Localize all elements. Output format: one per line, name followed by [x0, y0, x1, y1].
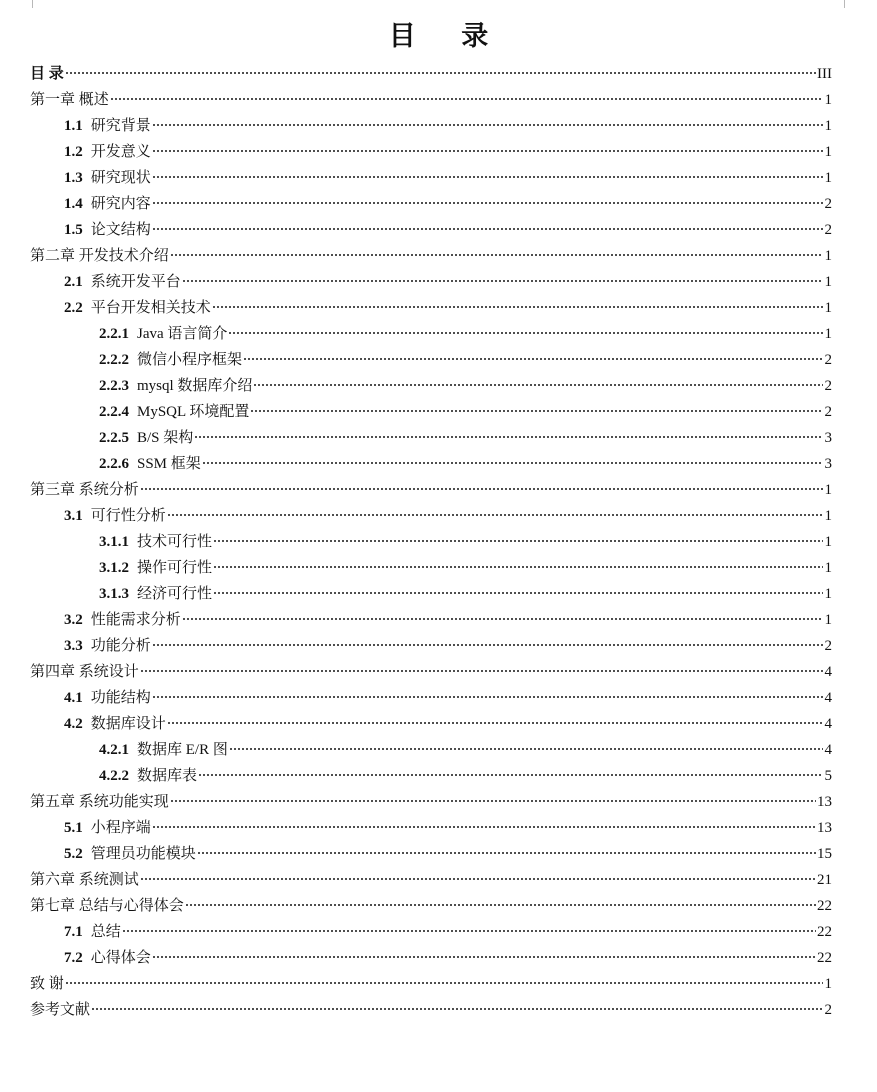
toc-dot-leader	[110, 98, 823, 100]
toc-entry-label: Java 语言简介	[137, 326, 228, 342]
toc-entry[interactable]	[30, 711, 832, 737]
toc-dot-leader	[243, 358, 823, 360]
toc-entry-label: 目 录	[30, 66, 64, 82]
toc-entry[interactable]	[30, 737, 832, 763]
toc-entry-label: 第三章 系统分析	[30, 482, 139, 498]
toc-entry-label: 功能结构	[90, 690, 151, 706]
toc-entry[interactable]	[30, 971, 832, 997]
toc-dot-leader	[182, 280, 823, 282]
toc-page-number: 2	[824, 196, 832, 212]
toc-page-number: 13	[817, 794, 832, 810]
toc-dot-leader	[152, 124, 823, 126]
toc-page-number: 2	[824, 638, 832, 654]
toc-entry[interactable]	[30, 243, 832, 269]
toc-entry-label: 心得体会	[90, 950, 151, 966]
toc-entry-label: 技术可行性	[137, 534, 213, 550]
toc-dot-leader	[91, 1008, 823, 1010]
toc-entry-number: 2.1	[64, 274, 83, 290]
toc-entry-label: 数据库设计	[90, 716, 166, 732]
toc-dot-leader	[140, 670, 823, 672]
toc-page-number: 2	[824, 378, 832, 394]
toc-dot-leader	[194, 436, 823, 438]
toc-entry[interactable]	[30, 477, 832, 503]
toc-page-number: 13	[817, 820, 832, 836]
toc-entry-label: 性能需求分析	[90, 612, 181, 628]
toc-entry-number: 2.2.5	[99, 430, 129, 446]
toc-entry-number: 3.3	[64, 638, 83, 654]
toc-dot-leader	[182, 618, 823, 620]
toc-entry[interactable]	[30, 165, 832, 191]
toc-entry-label: 第七章 总结与心得体会	[30, 898, 184, 914]
toc-entry-label: 致 谢	[30, 976, 64, 992]
toc-entry-label: 研究背景	[90, 118, 151, 134]
toc-entry[interactable]	[30, 607, 832, 633]
toc-entry-number: 4.1	[64, 690, 83, 706]
toc-page-number: 3	[824, 430, 832, 446]
toc-entry-number: 3.2	[64, 612, 83, 628]
toc-entry[interactable]	[30, 841, 832, 867]
toc-dot-leader	[198, 774, 823, 776]
toc-entry[interactable]	[30, 321, 832, 347]
toc-page-number: III	[817, 66, 832, 82]
toc-entry[interactable]	[30, 347, 832, 373]
toc-dot-leader	[152, 202, 823, 204]
toc-entry[interactable]	[30, 425, 832, 451]
toc-dot-leader	[152, 228, 823, 230]
toc-dot-leader	[65, 982, 823, 984]
toc-page-number: 21	[817, 872, 832, 888]
toc-entry-label: 微信小程序框架	[137, 352, 243, 368]
toc-page-number: 5	[824, 768, 832, 784]
toc-page-number: 1	[824, 118, 832, 134]
toc-dot-leader	[185, 904, 816, 906]
toc-page-number: 1	[824, 170, 832, 186]
toc-dot-leader	[122, 930, 816, 932]
toc-page-number: 1	[824, 300, 832, 316]
toc-dot-leader	[152, 696, 823, 698]
toc-entry-number: 7.2	[64, 950, 83, 966]
toc-entry-number: 1.2	[64, 144, 83, 160]
toc-entry-number: 1.4	[64, 196, 83, 212]
toc-dot-leader	[65, 72, 816, 74]
toc-page-number: 1	[824, 248, 832, 264]
page-corner-mark-right	[844, 0, 853, 8]
toc-entry[interactable]	[30, 61, 832, 87]
toc-entry-label: 第二章 开发技术介绍	[30, 248, 169, 264]
page-title: 目 录	[388, 21, 507, 52]
toc-entry[interactable]	[30, 269, 832, 295]
toc-dot-leader	[152, 826, 816, 828]
toc-entry[interactable]	[30, 763, 832, 789]
toc-dot-leader	[197, 852, 816, 854]
toc-dot-leader	[140, 878, 816, 880]
toc-entry-number: 3.1.1	[99, 534, 129, 550]
toc-dot-leader	[212, 306, 823, 308]
toc-entry-label: 开发意义	[90, 144, 151, 160]
toc-entry-label: 系统开发平台	[90, 274, 181, 290]
toc-page-number: 2	[824, 222, 832, 238]
toc-entry[interactable]	[30, 997, 832, 1023]
toc-dot-leader	[229, 748, 823, 750]
toc-entry-number: 3.1.3	[99, 586, 129, 602]
toc-entry-label: SSM 框架	[137, 456, 201, 472]
toc-page-number: 1	[824, 482, 832, 498]
toc-page-number: 1	[824, 92, 832, 108]
toc-entry-number: 4.2.2	[99, 768, 129, 784]
toc-entry-number: 4.2.1	[99, 742, 129, 758]
toc-entry[interactable]	[30, 555, 832, 581]
toc-entry-label: 第六章 系统测试	[30, 872, 139, 888]
toc-entry[interactable]	[30, 659, 832, 685]
toc-entry-label: 数据库表	[137, 768, 198, 784]
toc-entry-number: 1.5	[64, 222, 83, 238]
toc-entry[interactable]	[30, 139, 832, 165]
toc-entry-number: 7.1	[64, 924, 83, 940]
toc-dot-leader	[202, 462, 823, 464]
toc-dot-leader	[167, 514, 823, 516]
toc-page-number: 4	[824, 716, 832, 732]
toc-dot-leader	[170, 800, 816, 802]
toc-page-number: 1	[824, 508, 832, 524]
toc-entry-number: 2.2.3	[99, 378, 129, 394]
toc-entry[interactable]	[30, 867, 832, 893]
toc-entry[interactable]	[30, 633, 832, 659]
toc-entry-label: 第一章 概述	[30, 92, 109, 108]
toc-dot-leader	[170, 254, 823, 256]
toc-page-number: 1	[824, 274, 832, 290]
toc-page-number: 1	[824, 534, 832, 550]
toc-entry[interactable]	[30, 529, 832, 555]
toc-dot-leader	[152, 150, 823, 152]
toc-entry-number: 4.2	[64, 716, 83, 732]
toc-dot-leader	[213, 540, 823, 542]
toc-entry[interactable]	[30, 503, 832, 529]
toc-dot-leader	[152, 176, 823, 178]
toc-entry-number: 5.1	[64, 820, 83, 836]
toc-entry-number: 3.1.2	[99, 560, 129, 576]
toc-dot-leader	[213, 592, 823, 594]
toc-entry-label: 经济可行性	[137, 586, 213, 602]
toc-page-number: 22	[817, 924, 832, 940]
toc-entry[interactable]	[30, 399, 832, 425]
toc-entry-number: 1.3	[64, 170, 83, 186]
toc-entry-label: MySQL 环境配置	[137, 404, 250, 420]
toc-entry[interactable]	[30, 893, 832, 919]
toc-dot-leader	[152, 956, 816, 958]
toc-entry-label: 研究内容	[90, 196, 151, 212]
toc-entry-label: 研究现状	[90, 170, 151, 186]
toc-entry-label: 可行性分析	[90, 508, 166, 524]
toc-page-number: 2	[824, 404, 832, 420]
table-of-contents	[30, 61, 832, 1023]
toc-entry[interactable]	[30, 191, 832, 217]
toc-page-number: 4	[824, 664, 832, 680]
toc-entry-label: 小程序端	[90, 820, 151, 836]
toc-entry[interactable]	[30, 581, 832, 607]
toc-page-number: 4	[824, 742, 832, 758]
toc-entry[interactable]	[30, 789, 832, 815]
toc-entry[interactable]	[30, 87, 832, 113]
toc-dot-leader	[140, 488, 823, 490]
toc-entry-label: 数据库 E/R 图	[137, 742, 228, 758]
toc-entry-label: 参考文献	[30, 1002, 91, 1018]
toc-entry-number: 2.2.2	[99, 352, 129, 368]
toc-page-number: 15	[817, 846, 832, 862]
toc-entry[interactable]	[30, 295, 832, 321]
toc-page-number: 1	[824, 326, 832, 342]
toc-entry[interactable]	[30, 451, 832, 477]
toc-page-number: 2	[824, 1002, 832, 1018]
toc-entry-label: 总结	[90, 924, 121, 940]
toc-entry-label: 功能分析	[90, 638, 151, 654]
toc-page-number: 22	[817, 898, 832, 914]
toc-entry-label: 第五章 系统功能实现	[30, 794, 169, 810]
toc-entry-label: 第四章 系统设计	[30, 664, 139, 680]
toc-page-number: 22	[817, 950, 832, 966]
toc-entry[interactable]	[30, 373, 832, 399]
toc-entry[interactable]	[30, 217, 832, 243]
toc-page-number: 1	[824, 976, 832, 992]
toc-entry-number: 2.2	[64, 300, 83, 316]
toc-entry-number: 2.2.1	[99, 326, 129, 342]
toc-dot-leader	[152, 644, 823, 646]
toc-entry[interactable]	[30, 945, 832, 971]
toc-page-number: 1	[824, 560, 832, 576]
toc-page-number: 3	[824, 456, 832, 472]
page-corner-mark-left	[24, 0, 33, 8]
toc-entry-number: 3.1	[64, 508, 83, 524]
toc-entry-label: B/S 架构	[137, 430, 194, 446]
toc-entry-label: 操作可行性	[137, 560, 213, 576]
toc-entry-number: 2.2.4	[99, 404, 129, 420]
toc-dot-leader	[253, 384, 823, 386]
toc-dot-leader	[250, 410, 823, 412]
toc-entry-number: 1.1	[64, 118, 83, 134]
toc-page-number: 1	[824, 144, 832, 160]
toc-entry[interactable]	[30, 919, 832, 945]
toc-page-number: 4	[824, 690, 832, 706]
toc-page-number: 1	[824, 586, 832, 602]
toc-entry[interactable]	[30, 113, 832, 139]
toc-entry-number: 2.2.6	[99, 456, 129, 472]
toc-dot-leader	[167, 722, 823, 724]
toc-entry-label: 平台开发相关技术	[90, 300, 211, 316]
toc-entry-number: 5.2	[64, 846, 83, 862]
toc-dot-leader	[213, 566, 823, 568]
toc-entry[interactable]	[30, 685, 832, 711]
toc-dot-leader	[228, 332, 823, 334]
toc-page-number: 1	[824, 612, 832, 628]
toc-entry[interactable]	[30, 815, 832, 841]
toc-entry-label: 管理员功能模块	[90, 846, 196, 862]
toc-entry-label: 论文结构	[90, 222, 151, 238]
toc-entry-label: mysql 数据库介绍	[137, 378, 253, 394]
toc-page-number: 2	[824, 352, 832, 368]
